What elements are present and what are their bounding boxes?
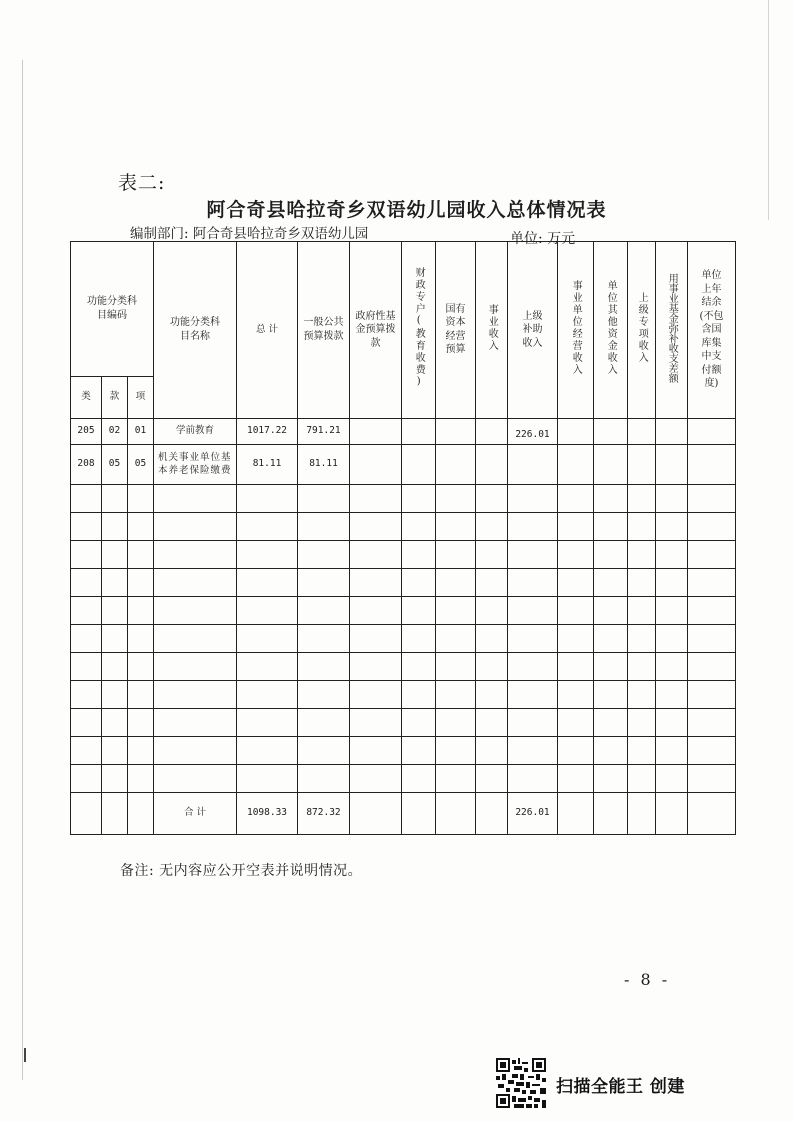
empty-cell [476, 597, 508, 625]
empty-row [71, 541, 736, 569]
header-superior-special: 上级专项收入 [628, 242, 656, 419]
empty-cell [656, 653, 688, 681]
cell-xiang: 01 [128, 419, 154, 445]
empty-cell [688, 485, 736, 513]
header-fiscal-special: 财政专户(教育收费) [402, 242, 436, 419]
empty-cell [128, 737, 154, 765]
empty-cell [237, 485, 298, 513]
empty-cell [350, 485, 402, 513]
empty-cell [128, 681, 154, 709]
empty-cell [558, 485, 594, 513]
empty-cell [558, 541, 594, 569]
empty-cell [102, 485, 128, 513]
header-business-income: 事业收入 [476, 242, 508, 419]
empty-cell [508, 709, 558, 737]
empty-cell [102, 513, 128, 541]
empty-row [71, 569, 736, 597]
empty-cell [688, 653, 736, 681]
empty-cell [128, 485, 154, 513]
empty-cell [154, 541, 237, 569]
empty-cell [237, 513, 298, 541]
empty-cell [154, 485, 237, 513]
empty-cell [402, 625, 436, 653]
page-edge-line [768, 0, 769, 220]
empty-cell [402, 681, 436, 709]
empty-cell [71, 709, 102, 737]
empty-cell [558, 653, 594, 681]
empty-cell [128, 625, 154, 653]
empty-cell [558, 737, 594, 765]
unit-label: 单位: 万元 [510, 231, 576, 247]
cell-general: 791.21 [298, 419, 350, 445]
cell-total: 1017.22 [237, 419, 298, 445]
empty-cell [628, 597, 656, 625]
empty-cell [436, 737, 476, 765]
empty-cell [628, 681, 656, 709]
cell-total: 81.11 [237, 445, 298, 485]
empty-row [71, 709, 736, 737]
cell-subsidy [508, 445, 558, 485]
empty-cell [128, 541, 154, 569]
empty-cell [688, 737, 736, 765]
empty-row [71, 597, 736, 625]
cell-subsidy: 226.01 [508, 419, 558, 445]
header-other-income: 单位其他资金收入 [594, 242, 628, 419]
totals-row [71, 793, 736, 835]
empty-cell [436, 681, 476, 709]
empty-cell [436, 541, 476, 569]
empty-row [71, 625, 736, 653]
empty-cell [154, 569, 237, 597]
empty-cell [628, 569, 656, 597]
empty-cell [102, 569, 128, 597]
empty-cell [350, 569, 402, 597]
empty-cell [508, 485, 558, 513]
empty-cell [628, 709, 656, 737]
empty-cell [656, 485, 688, 513]
empty-cell [476, 513, 508, 541]
empty-cell [298, 709, 350, 737]
empty-cell [508, 597, 558, 625]
empty-cell [656, 709, 688, 737]
cell-kuan: 05 [102, 445, 128, 485]
empty-cell [298, 681, 350, 709]
empty-cell [688, 597, 736, 625]
compiler-department: 编制部门: 阿合奇县哈拉奇乡双语幼儿园 [130, 226, 369, 242]
empty-cell [688, 625, 736, 653]
empty-cell [154, 513, 237, 541]
empty-cell [298, 541, 350, 569]
empty-cell [436, 485, 476, 513]
empty-cell [436, 597, 476, 625]
empty-cell [594, 625, 628, 653]
empty-cell [71, 513, 102, 541]
empty-cell [102, 709, 128, 737]
empty-cell [237, 597, 298, 625]
empty-cell [237, 653, 298, 681]
header-general-budget: 一般公共预算拨款 [298, 242, 350, 419]
empty-cell [594, 737, 628, 765]
empty-cell [656, 737, 688, 765]
empty-cell [436, 765, 476, 793]
empty-cell [298, 597, 350, 625]
empty-cell [688, 513, 736, 541]
empty-cell [508, 765, 558, 793]
remark-note: 备注: 无内容应公开空表并说明情况。 [120, 863, 363, 879]
empty-cell [508, 653, 558, 681]
empty-cell [154, 653, 237, 681]
table-row [71, 445, 736, 485]
empty-cell [656, 513, 688, 541]
empty-cell [558, 709, 594, 737]
empty-cell [558, 597, 594, 625]
empty-row [71, 653, 736, 681]
empty-cell [476, 625, 508, 653]
empty-cell [237, 625, 298, 653]
empty-cell [128, 569, 154, 597]
empty-cell [558, 513, 594, 541]
empty-cell [594, 541, 628, 569]
empty-cell [350, 709, 402, 737]
empty-cell [628, 625, 656, 653]
empty-cell [436, 653, 476, 681]
empty-cell [508, 737, 558, 765]
empty-cell [237, 681, 298, 709]
empty-cell [688, 765, 736, 793]
empty-cell [476, 709, 508, 737]
empty-cell [102, 597, 128, 625]
empty-cell [476, 737, 508, 765]
empty-cell [628, 653, 656, 681]
empty-cell [688, 541, 736, 569]
empty-cell [508, 569, 558, 597]
document-title: 阿合奇县哈拉奇乡双语幼儿园收入总体情况表 [206, 199, 607, 221]
empty-cell [594, 485, 628, 513]
empty-cell [436, 513, 476, 541]
empty-cell [298, 737, 350, 765]
empty-cell [656, 765, 688, 793]
empty-cell [594, 513, 628, 541]
empty-cell [508, 625, 558, 653]
empty-cell [436, 569, 476, 597]
empty-cell [656, 681, 688, 709]
header-func-name: 功能分类科目名称 [154, 242, 237, 419]
empty-cell [128, 597, 154, 625]
header-superior-subsidy: 上级补助收入 [508, 242, 558, 419]
empty-cell [656, 541, 688, 569]
header-gov-fund: 政府性基金预算拨款 [350, 242, 402, 419]
empty-cell [350, 737, 402, 765]
header-state-capital: 国有资本经营预算 [436, 242, 476, 419]
header-xiang: 项 [128, 377, 154, 419]
cell-lei: 205 [71, 419, 102, 445]
cell-name: 机关事业单位基本养老保险缴费 [154, 445, 237, 485]
empty-cell [350, 765, 402, 793]
empty-cell [350, 513, 402, 541]
empty-cell [628, 513, 656, 541]
empty-cell [476, 653, 508, 681]
empty-cell [594, 597, 628, 625]
empty-cell [402, 765, 436, 793]
empty-cell [237, 541, 298, 569]
empty-cell [594, 653, 628, 681]
empty-cell [436, 625, 476, 653]
empty-cell [71, 737, 102, 765]
totals-label: 合 计 [154, 793, 237, 835]
empty-cell [154, 597, 237, 625]
empty-cell [594, 681, 628, 709]
empty-cell [628, 541, 656, 569]
empty-cell [102, 737, 128, 765]
empty-cell [402, 541, 436, 569]
empty-cell [628, 485, 656, 513]
empty-cell [102, 625, 128, 653]
empty-cell [508, 681, 558, 709]
header-fund-balance: 用事业基金弥补收支差额 [656, 242, 688, 419]
empty-cell [71, 765, 102, 793]
cell-lei: 208 [71, 445, 102, 485]
income-table [70, 241, 736, 835]
empty-cell [237, 569, 298, 597]
table-number-label: 表二: [118, 172, 166, 194]
empty-cell [476, 681, 508, 709]
qr-code-icon [496, 1058, 546, 1108]
empty-cell [128, 653, 154, 681]
empty-cell [476, 569, 508, 597]
header-func-code: 功能分类科目编码 [71, 242, 154, 377]
header-affiliated-income: 事业单位经营收入 [558, 242, 594, 419]
empty-cell [128, 709, 154, 737]
empty-cell [102, 681, 128, 709]
empty-cell [298, 765, 350, 793]
totals-total: 1098.33 [237, 793, 298, 835]
empty-cell [350, 625, 402, 653]
cell-name: 学前教育 [154, 419, 237, 445]
empty-cell [656, 569, 688, 597]
totals-subsidy: 226.01 [508, 793, 558, 835]
empty-cell [436, 709, 476, 737]
empty-cell [154, 625, 237, 653]
empty-rows [71, 485, 736, 793]
empty-cell [102, 765, 128, 793]
cell-kuan: 02 [102, 419, 128, 445]
cell-general: 81.11 [298, 445, 350, 485]
empty-cell [102, 653, 128, 681]
empty-cell [594, 765, 628, 793]
empty-cell [402, 569, 436, 597]
empty-row [71, 737, 736, 765]
empty-cell [350, 681, 402, 709]
empty-cell [298, 513, 350, 541]
empty-cell [350, 597, 402, 625]
empty-cell [402, 709, 436, 737]
empty-row [71, 485, 736, 513]
header-row [71, 242, 736, 377]
empty-cell [154, 709, 237, 737]
empty-cell [154, 737, 237, 765]
empty-cell [476, 485, 508, 513]
empty-cell [154, 765, 237, 793]
empty-cell [154, 681, 237, 709]
empty-cell [476, 541, 508, 569]
empty-cell [350, 653, 402, 681]
header-carryover: 单位上年结余(不包含国库集中支付额度) [688, 242, 736, 419]
empty-cell [508, 513, 558, 541]
header-kuan: 款 [102, 377, 128, 419]
empty-cell [402, 597, 436, 625]
empty-cell [558, 569, 594, 597]
empty-cell [628, 765, 656, 793]
empty-cell [656, 625, 688, 653]
empty-cell [558, 625, 594, 653]
empty-row [71, 681, 736, 709]
empty-cell [402, 513, 436, 541]
empty-cell [558, 681, 594, 709]
empty-cell [402, 653, 436, 681]
empty-cell [71, 485, 102, 513]
empty-cell [71, 653, 102, 681]
empty-cell [402, 485, 436, 513]
empty-cell [558, 765, 594, 793]
empty-cell [298, 653, 350, 681]
header-total: 总 计 [237, 242, 298, 419]
empty-cell [688, 709, 736, 737]
empty-cell [237, 737, 298, 765]
empty-cell [237, 709, 298, 737]
empty-row [71, 513, 736, 541]
empty-cell [628, 737, 656, 765]
empty-cell [594, 709, 628, 737]
watermark-text: 扫描全能王 创建 [556, 1077, 685, 1097]
empty-cell [656, 597, 688, 625]
empty-cell [298, 485, 350, 513]
binding-mark [24, 1048, 26, 1062]
header-lei: 类 [71, 377, 102, 419]
empty-row [71, 765, 736, 793]
empty-cell [71, 597, 102, 625]
empty-cell [508, 541, 558, 569]
empty-cell [71, 541, 102, 569]
empty-cell [688, 681, 736, 709]
empty-cell [71, 569, 102, 597]
empty-cell [402, 737, 436, 765]
empty-cell [594, 569, 628, 597]
table-row [71, 419, 736, 445]
empty-cell [71, 681, 102, 709]
empty-cell [688, 569, 736, 597]
totals-general: 872.32 [298, 793, 350, 835]
empty-cell [298, 625, 350, 653]
empty-cell [102, 541, 128, 569]
empty-cell [237, 765, 298, 793]
page-number: - 8 - [624, 970, 671, 989]
empty-cell [71, 625, 102, 653]
empty-cell [128, 513, 154, 541]
cell-xiang: 05 [128, 445, 154, 485]
empty-cell [476, 765, 508, 793]
empty-cell [298, 569, 350, 597]
empty-cell [128, 765, 154, 793]
empty-cell [350, 541, 402, 569]
